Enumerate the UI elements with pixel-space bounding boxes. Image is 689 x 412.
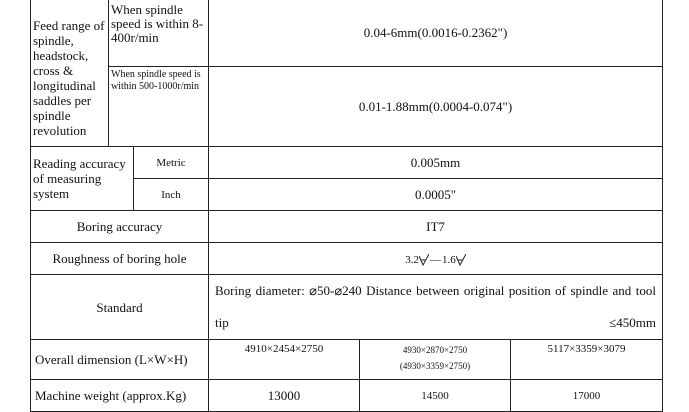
roughness-value [209, 243, 663, 275]
surface-finish-icon [419, 254, 429, 266]
metric-value: 0.005mm [209, 147, 663, 179]
dimension-value-1: 4910×2454×2750 [209, 340, 360, 380]
dimension-value-3: 5117×3359×3079 [511, 340, 663, 380]
machine-weight-label: Machine weight (approx.Kg) [31, 380, 209, 412]
feed-condition-high: When spindle speed is within 500-1000r/min [109, 67, 209, 147]
boring-accuracy-value: IT7 [209, 211, 663, 243]
dimension-value-2b: (4930×3359×2750) [399, 361, 471, 371]
standard-text: Boring diameter: ⌀50-⌀240 Distance between original position of spindle and tool tip ≤450mm [209, 275, 663, 340]
weight-value-1: 13000 [209, 380, 360, 412]
feed-condition-low: When spindle speed is within 8-400r/min [109, 0, 209, 67]
roughness-symbol [405, 254, 466, 266]
feed-range-label: Feed range of spindle, headstock, cross & longitudinal saddles per spindle revolution [31, 0, 109, 147]
inch-value: 0.0005" [209, 179, 663, 211]
dimension-value-2 [360, 340, 511, 380]
surface-finish-icon [456, 254, 466, 266]
roughness-value-a: 3.2 [405, 253, 419, 266]
feed-value-high: 0.01-1.88mm(0.0004-0.074") [209, 67, 663, 147]
inch-label: Inch [134, 179, 209, 211]
reading-accuracy-label: Reading accuracy of measuring system [31, 147, 134, 211]
boring-accuracy-label: Boring accuracy [31, 211, 209, 243]
metric-label: Metric [134, 147, 209, 179]
roughness-label: Roughness of boring hole [31, 243, 209, 275]
weight-value-2: 14500 [360, 380, 511, 412]
spec-table [30, 0, 663, 412]
dimension-value-2a: 4930×2870×2750 [402, 345, 468, 355]
roughness-separator: — [430, 253, 441, 266]
standard-label: Standard [31, 275, 209, 340]
overall-dimension-label: Overall dimension (L×W×H) [31, 340, 209, 380]
roughness-value-b: 1.6 [442, 253, 456, 266]
feed-value-low: 0.04-6mm(0.0016-0.2362") [209, 0, 663, 67]
weight-value-3: 17000 [511, 380, 663, 412]
